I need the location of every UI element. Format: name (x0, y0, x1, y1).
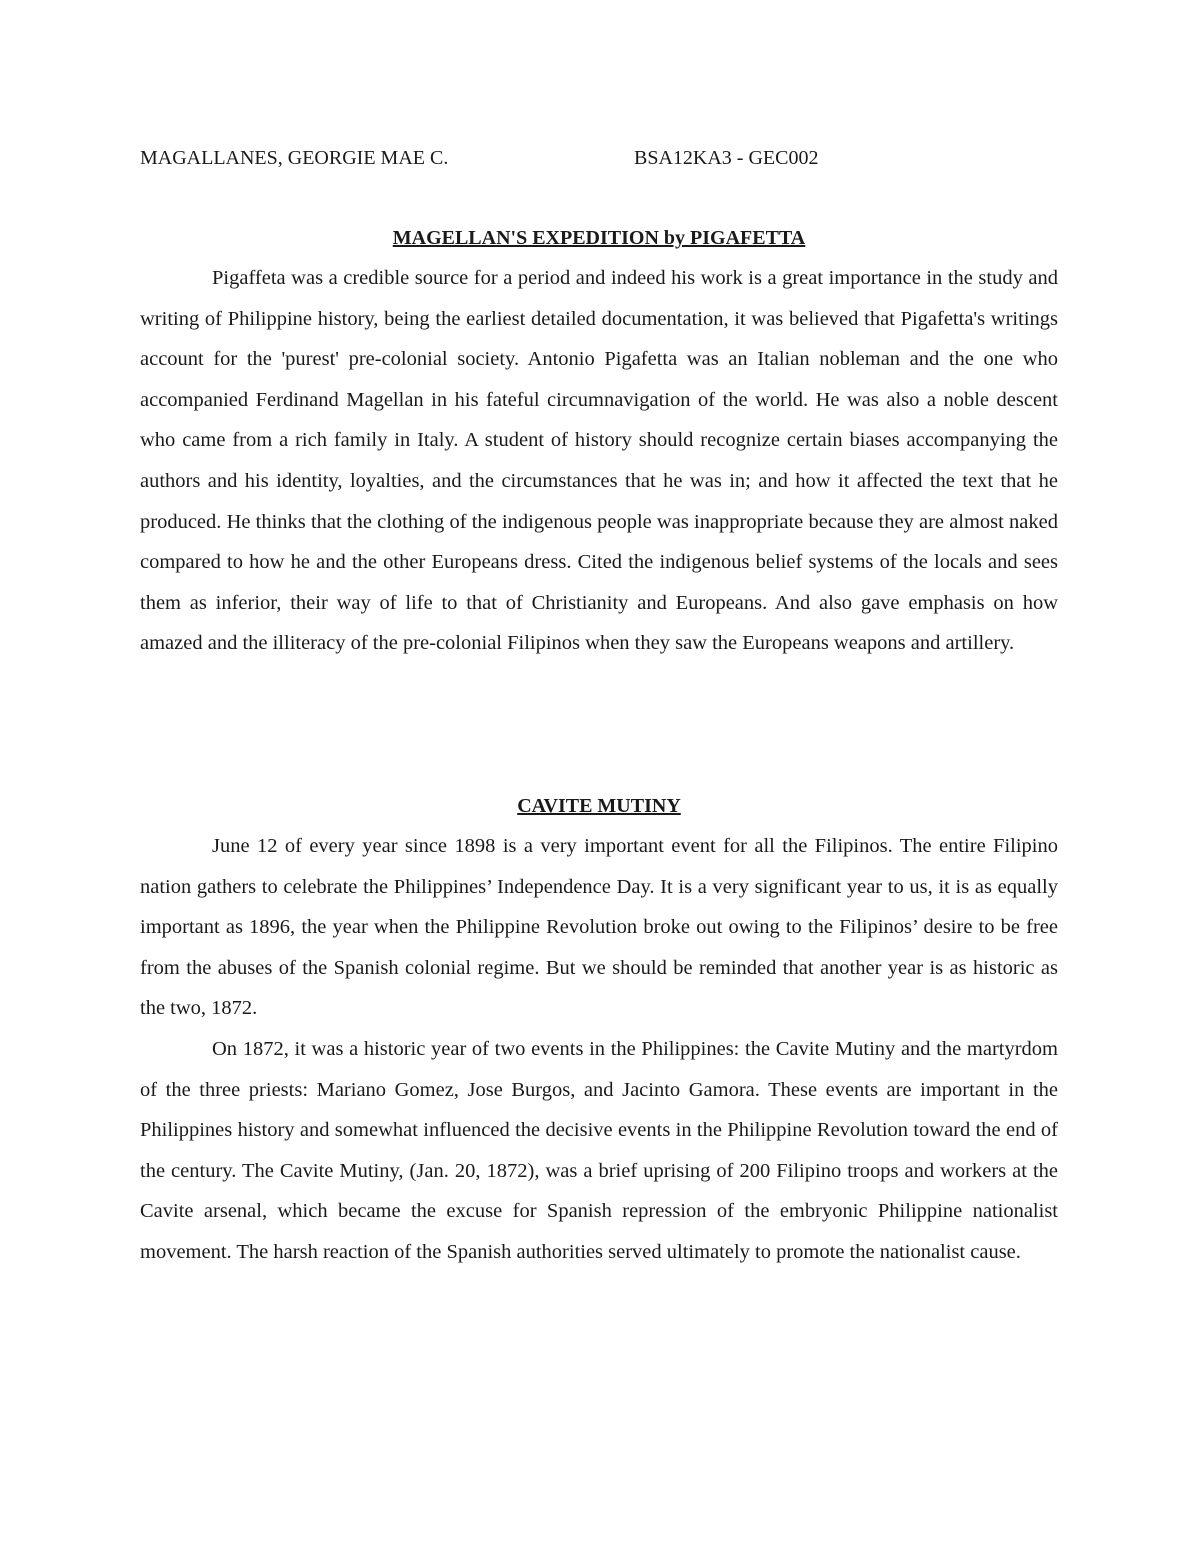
paragraph-magellan-expedition: Pigaffeta was a credible source for a period and indeed his work is a great importance in the study and writing of Philippine history, being the earliest detailed documentation, it was believed that Pigafetta's writings account for the 'purest' pre-colonial society. Antonio Pigafetta was an Italian nobleman and the one who accompanied Ferdinand Magellan in his fateful circumnavigation of the world. He was also a noble descent who came from a rich family in Italy. A student of history should recognize certain biases accompanying the authors and his identity, loyalties, and the circumstances that he was in; and how it affected the text that he produced. He thinks that the clothing of the indigenous people was inappropriate because they are almost naked compared to how he and the other Europeans dress. Cited the indigenous belief systems of the locals and sees them as inferior, their way of life to that of Christianity and Europeans. And also gave emphasis on how amazed and the illiteracy of the pre-colonial Filipinos when they saw the Europeans weapons and artillery. (140, 267, 1058, 655)
section-title-magellan: MAGELLAN'S EXPEDITION by PIGAFETTA (392, 227, 806, 249)
section-title-cavite-mutiny: CAVITE MUTINY (517, 795, 681, 817)
paragraph-cavite-mutiny-1872: On 1872, it was a historic year of two events in the Philippines: the Cavite Mutiny and the martyrdom of the three priests: Mariano Gomez, Jose Burgos, and Jacinto Gamora. These events are important in the Philippines history and somewhat influenced the decisive events in the Philippine Revolution toward the end of the century. The Cavite Mutiny, (Jan. 20, 1872), was a brief uprising of 200 Filipino troops and workers at the Cavite arsenal, which became the excuse for Spanish repression of the embryonic Philippine nationalist movement. The harsh reaction of the Spanish authorities served ultimately to promote the nationalist cause. (140, 1038, 1058, 1263)
student-name: MAGALLANES, GEORGIE MAE C. (140, 147, 449, 169)
paragraph-independence-day: June 12 of every year since 1898 is a very important event for all the Filipinos. The entire Filipino nation gathers to celebrate the Philippines’ Independence Day. It is a very significant year to us, it is as equally important as 1896, the year when the Philippine Revolution broke out owing to the Filipinos’ desire to be free from the abuses of the Spanish colonial regime. But we should be reminded that another year is as historic as the two, 1872. (140, 835, 1058, 1020)
course-code: BSA12KA3 - GEC002 (634, 147, 819, 169)
